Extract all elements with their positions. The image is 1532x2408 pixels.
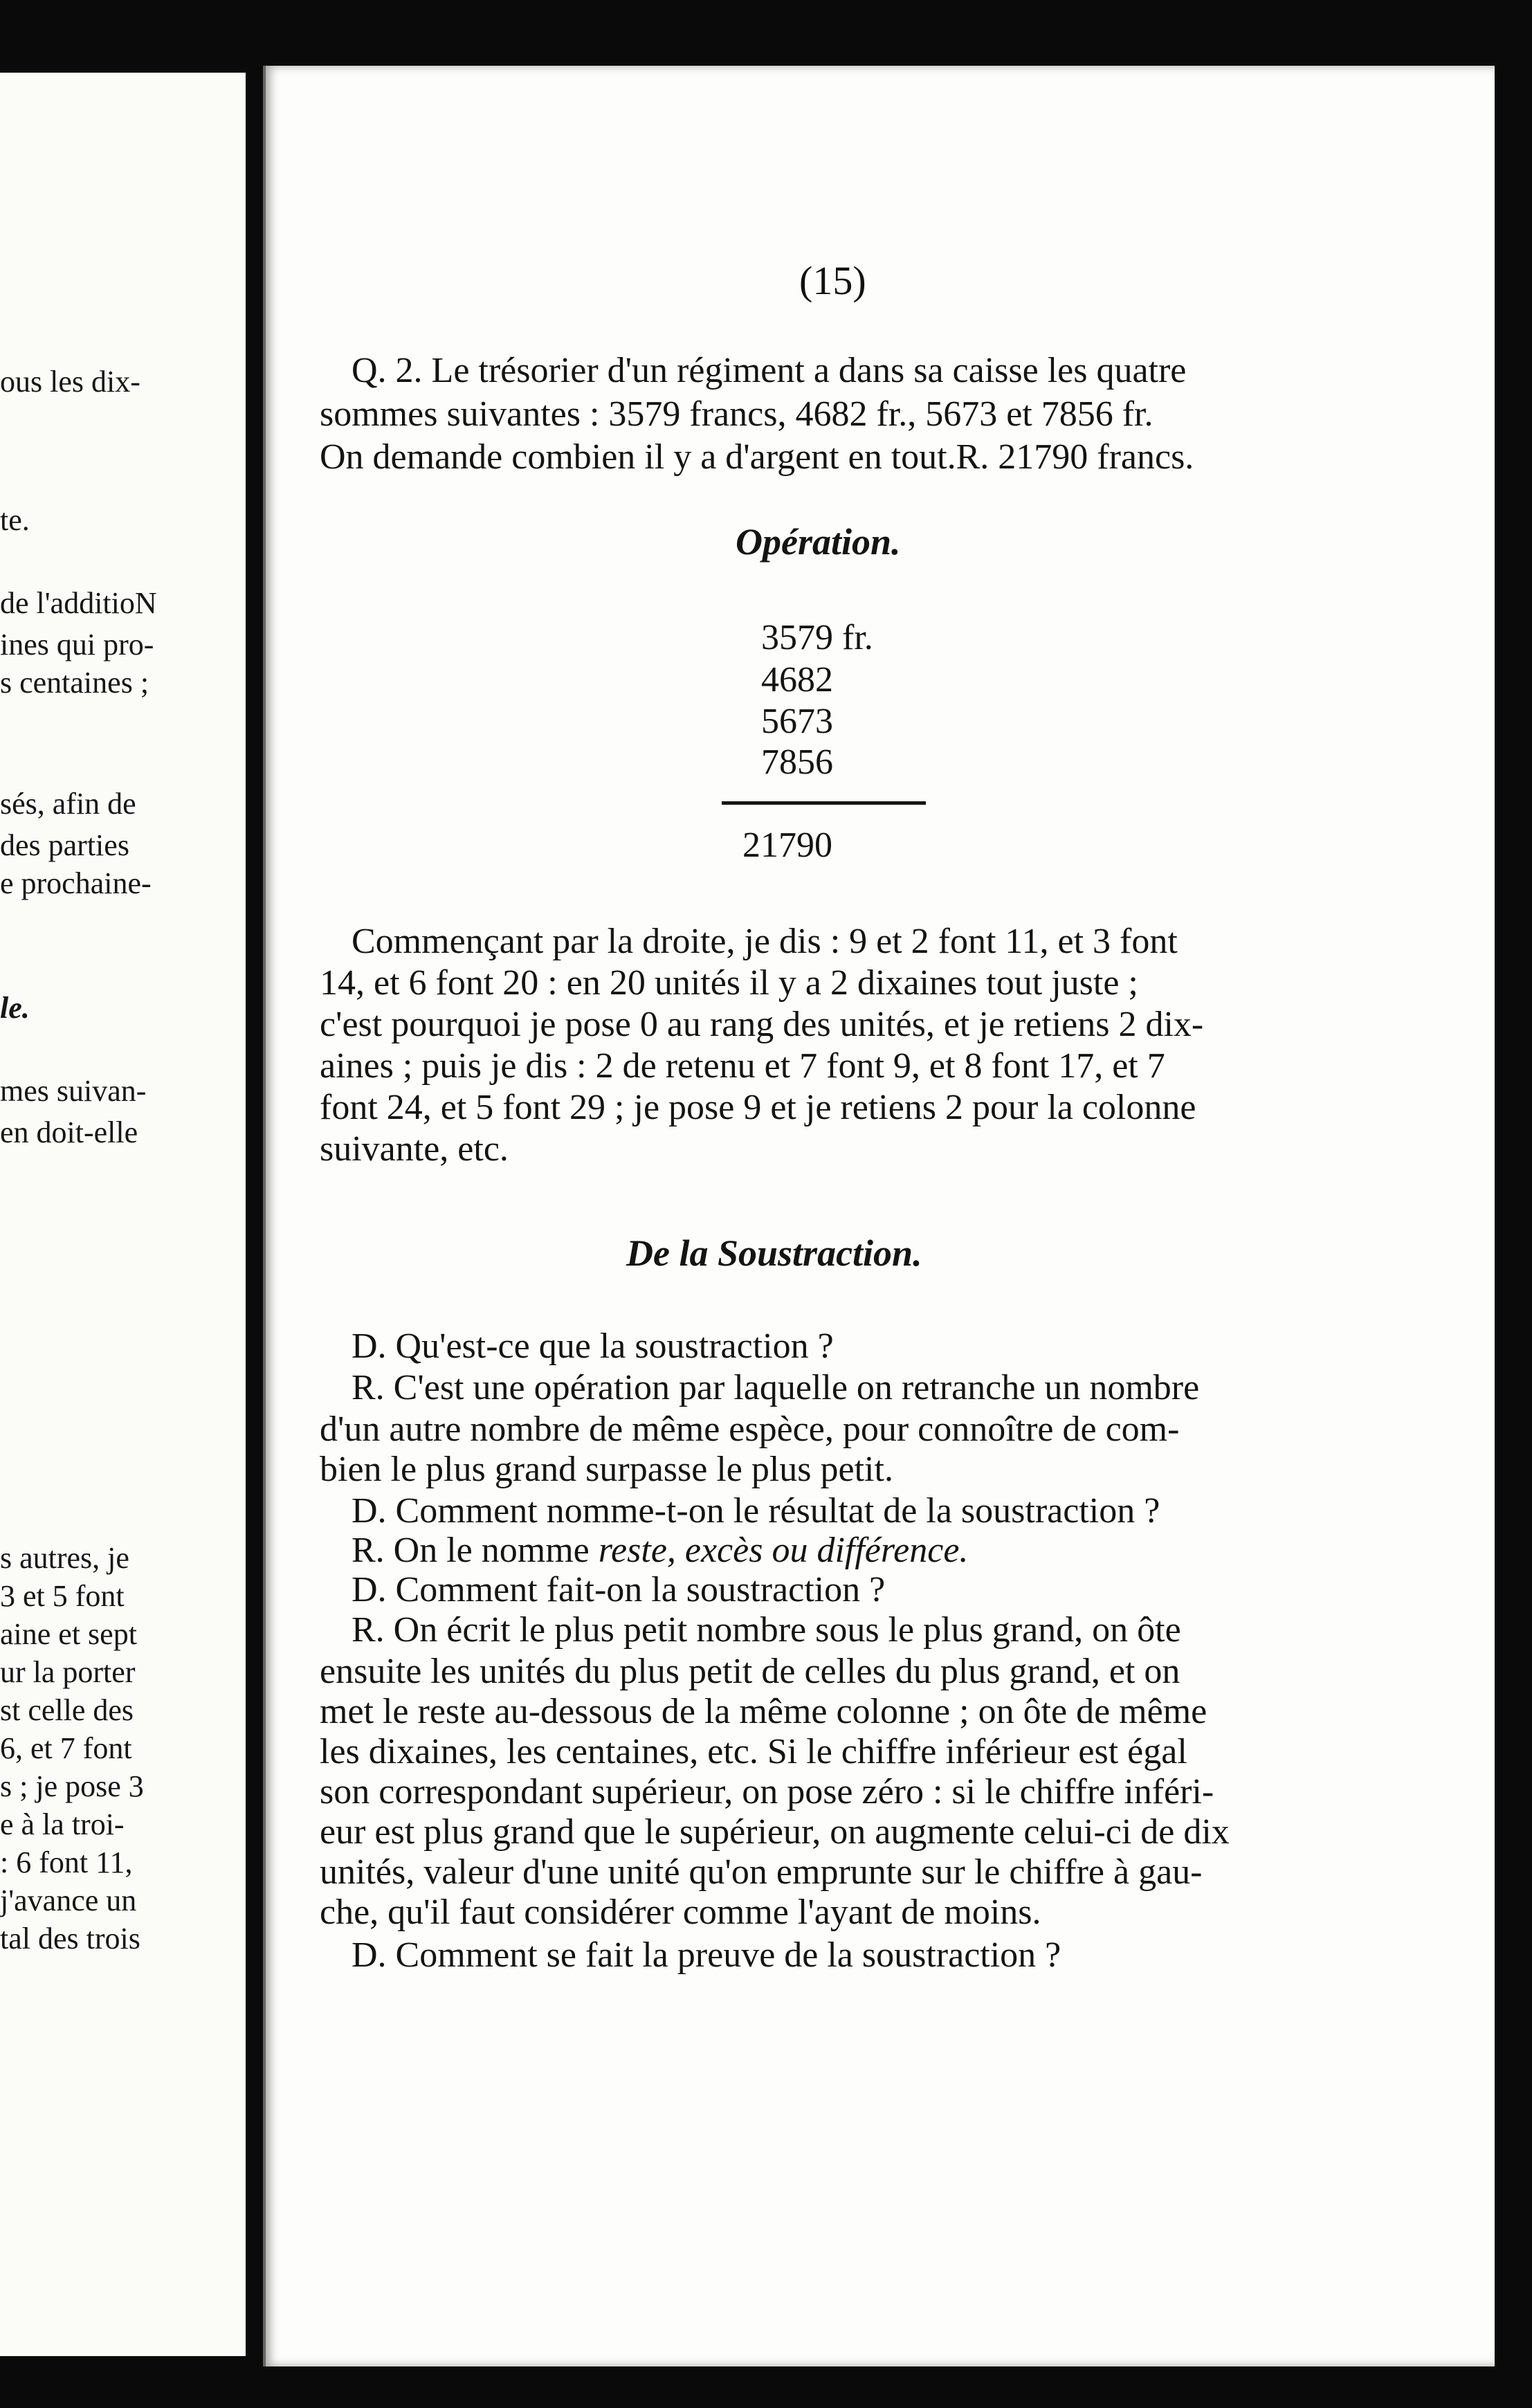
explanation-line: suivante, etc. bbox=[320, 1129, 509, 1169]
left-line: en doit-elle bbox=[0, 1115, 138, 1149]
addend: 7856 bbox=[761, 742, 833, 782]
left-page-fragment bbox=[0, 73, 246, 2356]
addend: 4682 bbox=[761, 660, 833, 700]
page-gutter-shadow bbox=[263, 66, 266, 2366]
soustraction-heading: De la Soustraction. bbox=[626, 1232, 922, 1274]
dialogue-line bbox=[352, 1533, 968, 1569]
question-line: sommes suivantes : 3579 francs, 4682 fr., 5673 et 7856 fr. bbox=[320, 394, 1153, 434]
dialogue-line: unités, valeur d'une unité qu'on emprunte sur le chiffre à gau- bbox=[320, 1852, 1203, 1892]
left-line: ines qui pro- bbox=[0, 628, 154, 662]
dialogue-line: D. Comment nomme-t-on le résultat de la soustraction ? bbox=[352, 1491, 1160, 1531]
dialogue-line: d'un autre nombre de même espèce, pour connoître de com- bbox=[320, 1410, 1180, 1449]
explanation-line: Commençant par la droite, je dis : 9 et 2 font 11, et 3 font bbox=[352, 922, 1178, 961]
left-line: te. bbox=[0, 503, 30, 537]
left-line: mes suivan- bbox=[0, 1074, 147, 1108]
explanation-line: font 24, et 5 font 29 ; je pose 9 et je retiens 2 pour la colonne bbox=[320, 1088, 1196, 1127]
dialogue-line: son correspondant supérieur, on pose zéro : si le chiffre inféri- bbox=[320, 1772, 1214, 1812]
left-line: tal des trois bbox=[0, 1922, 140, 1955]
addend: 3579 fr. bbox=[761, 618, 873, 657]
left-line: ur la porter bbox=[0, 1655, 136, 1689]
dialogue-line: R. C'est une opération par laquelle on retranche un nombre bbox=[352, 1368, 1200, 1407]
dialogue-line: met le reste au-dessous de la même colonne ; on ôte de même bbox=[320, 1692, 1207, 1731]
dialogue-line-text: R. On le nomme bbox=[352, 1531, 590, 1570]
left-line: j'avance un bbox=[0, 1883, 137, 1917]
reste-terms: reste, excès ou différence. bbox=[598, 1531, 969, 1570]
dialogue-line: eur est plus grand que le supérieur, on augmente celui-ci de dix bbox=[320, 1812, 1230, 1852]
left-line: 3 et 5 font bbox=[0, 1579, 125, 1613]
addend: 5673 bbox=[761, 702, 833, 741]
explanation-line: aines ; puis je dis : 2 de retenu et 7 font 9, et 8 font 17, et 7 bbox=[320, 1046, 1165, 1086]
left-line: st celle des bbox=[0, 1693, 134, 1727]
left-line: s autres, je bbox=[0, 1541, 129, 1575]
explanation-line: 14, et 6 font 20 : en 20 unités il y a 2 dixaines tout juste ; bbox=[320, 963, 1138, 1003]
left-line: ous les dix- bbox=[0, 365, 140, 399]
sum-rule bbox=[722, 801, 926, 805]
left-line: e prochaine- bbox=[0, 866, 152, 900]
dialogue-line: R. On écrit le plus petit nombre sous le plus grand, on ôte bbox=[352, 1610, 1181, 1650]
left-line: 6, et 7 font bbox=[0, 1731, 132, 1765]
dialogue-line: D. Qu'est-ce que la soustraction ? bbox=[352, 1326, 834, 1366]
left-line: : 6 font 11, bbox=[0, 1845, 133, 1879]
left-line: aine et sept bbox=[0, 1617, 137, 1651]
page-number: (15) bbox=[799, 258, 866, 303]
dialogue-line: D. Comment se fait la preuve de la soustraction ? bbox=[352, 1935, 1061, 1975]
dialogue-line: bien le plus grand surpasse le plus petit. bbox=[320, 1450, 893, 1489]
left-line: s centaines ; bbox=[0, 666, 149, 700]
dialogue-line: D. Comment fait-on la soustraction ? bbox=[352, 1570, 886, 1609]
dialogue-line: che, qu'il faut considérer comme l'ayant de moins. bbox=[320, 1892, 1041, 1932]
left-line: le. bbox=[0, 991, 30, 1025]
left-line: sés, afin de bbox=[0, 787, 136, 821]
question-line: Q. 2. Le trésorier d'un régiment a dans sa caisse les quatre bbox=[352, 351, 1187, 390]
dialogue-line: ensuite les unités du plus petit de celles du plus grand, et on bbox=[320, 1652, 1180, 1691]
dialogue-line: les dixaines, les centaines, etc. Si le chiffre inférieur est égal bbox=[320, 1732, 1187, 1771]
left-line: des parties bbox=[0, 828, 129, 862]
operation-heading: Opération. bbox=[736, 521, 901, 563]
left-line: e à la troi- bbox=[0, 1807, 125, 1841]
question-line: On demande combien il y a d'argent en tout.R. 21790 francs. bbox=[320, 437, 1194, 477]
left-line: de l'additioN bbox=[0, 586, 157, 620]
sum-total: 21790 bbox=[742, 826, 832, 865]
left-line: s ; je pose 3 bbox=[0, 1769, 144, 1803]
explanation-line: c'est pourquoi je pose 0 au rang des unités, et je retiens 2 dix- bbox=[320, 1005, 1204, 1044]
